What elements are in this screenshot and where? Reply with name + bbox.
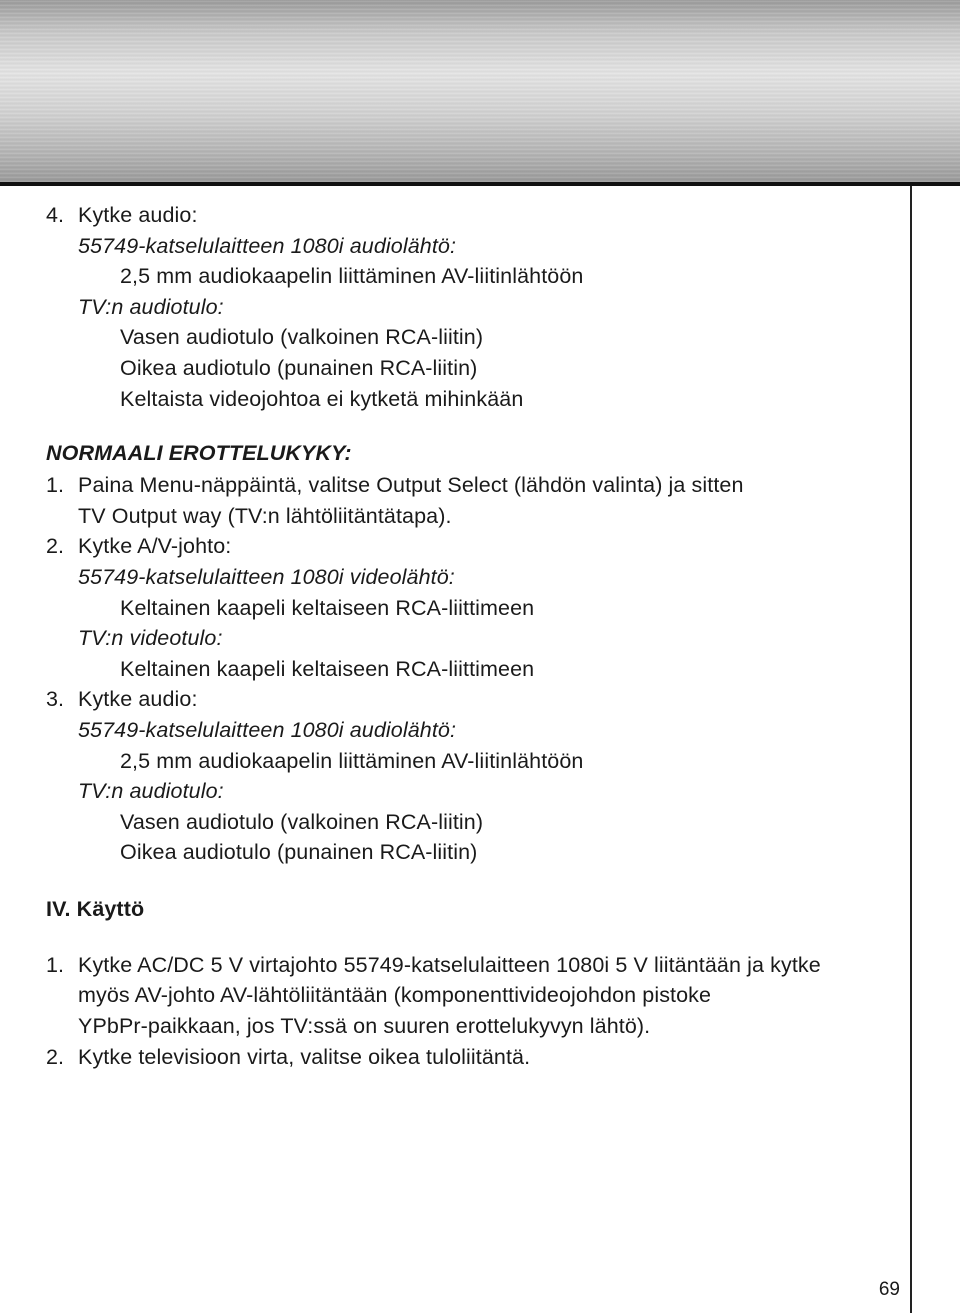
tv-value: Oikea audiotulo (punainen RCA-liitin) (120, 355, 478, 380)
tv-value: Oikea audiotulo (punainen RCA-liitin) (120, 840, 478, 865)
tv-value: Keltaista videojohtoa ei kytketä mihinkään (120, 386, 524, 411)
source-value: 2,5 mm audiokaapelin liittäminen AV-liitinlähtöön (120, 264, 584, 289)
step-text: Kytke televisioon virta, valitse oikea tuloliitäntä. (78, 1044, 531, 1069)
step-title: Kytke audio: (78, 687, 198, 712)
step-number: 4. (46, 203, 65, 227)
usage-step-1-line-2: myös AV-johto AV-lähtöliitäntään (komponenttivideojohdon pistoke (78, 983, 712, 1008)
step-number: 2. (46, 1044, 65, 1069)
usage-step-2-line (46, 1042, 896, 1073)
step-number: 1. (46, 473, 65, 498)
step-number: 3. (46, 687, 65, 712)
tv-label: TV:n audiotulo: (78, 779, 224, 804)
step-4-title-line (46, 200, 896, 231)
step-title: Kytke A/V-johto: (78, 534, 232, 559)
document-body (46, 200, 896, 1072)
step-number: 2. (46, 534, 65, 559)
page-number: 69 (878, 1279, 900, 1300)
usage-step-1-line-1 (46, 950, 896, 981)
tv-label: TV:n audiotulo: (78, 294, 224, 319)
step-2-title-line (46, 531, 896, 562)
section-heading: NORMAALI EROTTELUKYKY: (46, 441, 352, 466)
side-rule (910, 186, 912, 1313)
header-rule (0, 182, 960, 186)
source-label: 55749-katselulaitteen 1080i videolähtö: (78, 564, 455, 589)
step-text: Paina Menu-näppäintä, valitse Output Select (lähdön valinta) ja sitten (78, 473, 744, 498)
step-3-title-line (46, 684, 896, 715)
source-value: Keltainen kaapeli keltaiseen RCA-liittimeen (120, 595, 535, 620)
step-1-line-1 (46, 470, 896, 501)
source-label: 55749-katselulaitteen 1080i audiolähtö: (78, 717, 457, 742)
source-label: 55749-katselulaitteen 1080i audiolähtö: (78, 233, 457, 258)
usage-step-1-line-3: YPbPr-paikkaan, jos TV:ssä on suuren erottelukyvyn lähtö). (78, 1014, 651, 1039)
step-number: 1. (46, 952, 65, 977)
tv-value: Keltainen kaapeli keltaiseen RCA-liittimeen (120, 656, 535, 681)
source-value: 2,5 mm audiokaapelin liittäminen AV-liitinlähtöön (120, 748, 584, 773)
step-1-line-2: TV Output way (TV:n lähtöliitäntätapa). (78, 503, 452, 528)
step-title: Kytke audio: (78, 203, 198, 227)
section-title: IV. Käyttö (46, 896, 145, 921)
step-text: Kytke AC/DC 5 V virtajohto 55749-katselulaitteen 1080i 5 V liitäntään ja kytke (78, 952, 821, 977)
tv-value: Vasen audiotulo (valkoinen RCA-liitin) (120, 325, 484, 350)
header-band (0, 0, 960, 182)
tv-value: Vasen audiotulo (valkoinen RCA-liitin) (120, 809, 484, 834)
tv-label: TV:n videotulo: (78, 626, 223, 651)
